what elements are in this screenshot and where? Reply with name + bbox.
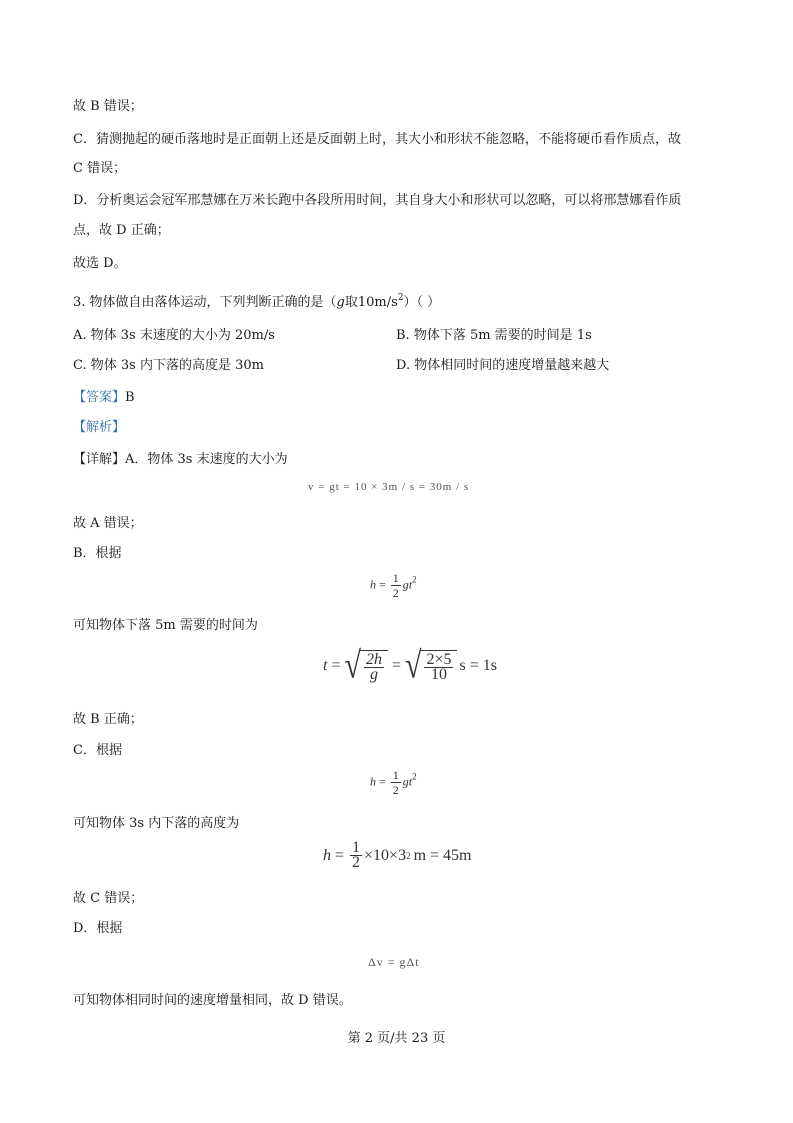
frac-num: 2×5 [426, 651, 452, 668]
eq-exponent: 2 [412, 574, 417, 585]
frac-num: 1 [352, 839, 361, 856]
text-line: 可知物体相同时间的速度增量相同，故 D 错误。 [73, 993, 352, 1008]
analysis-label [73, 420, 125, 436]
equation-velocity: v = gt = 10 × 3m / s = 30m / s [308, 481, 470, 493]
eq-equals: = [379, 577, 386, 592]
frac-den: g [369, 666, 378, 683]
text-line: D．分析奥运会冠军邢慧娜在万米长跑中各段所用时间，其自身大小和形状可以忽略，可以将邢慧娜看作质 [73, 193, 682, 208]
fraction [364, 653, 384, 682]
text-line: 故 C 错误； [73, 891, 144, 906]
equation-height-formula-1 [370, 571, 417, 600]
eq-term: gt [402, 774, 413, 789]
text-line: D．根据 [73, 921, 123, 936]
eq-symbol: h [370, 577, 376, 592]
equation-time [323, 644, 497, 686]
equation-delta-v: Δv = gΔt [368, 955, 420, 969]
option-a: A. 物体 3s 末速度的大小为 20m/s [73, 328, 275, 343]
text-line: 故选 D。 [73, 256, 127, 271]
text-line: C．猜测抛起的硬币落地时是正面朝上还是反面朝上时，其大小和形状不能忽略，不能将硬币看作质点，故 [73, 132, 681, 147]
detail-text: A．物体 3s 末速度的大小为 [125, 452, 288, 467]
fraction [350, 841, 362, 870]
eq-equals: = [379, 774, 386, 789]
text-line: C 错误； [73, 161, 127, 176]
eq-term: ×10×3 [364, 846, 407, 864]
option-d: D. 物体相同时间的速度增量越来越大 [396, 358, 610, 373]
eq-symbol: h [370, 774, 376, 789]
text-line: C．根据 [73, 743, 122, 758]
page-footer: 第 2 页/共 23 页 [347, 1031, 446, 1046]
fraction [391, 571, 401, 600]
stem-suffix: ）（ ） [403, 295, 441, 310]
eq-equals: = [391, 657, 401, 674]
eq-result: m = 45m [413, 846, 472, 864]
g-exp: 2 [397, 293, 404, 303]
eq-symbol: t [323, 657, 328, 674]
text-line: 故 B 正确； [73, 712, 143, 727]
equation-height-formula-2 [370, 768, 417, 797]
text-line: 故 A 错误； [73, 516, 143, 531]
stem-prefix: 3. 物体做自由落体运动，下列判断正确的是（ [73, 295, 337, 310]
detail-label: 【详解】 [73, 452, 126, 467]
equation-height-result [323, 841, 472, 870]
eq-equals: = [335, 846, 345, 864]
frac-num: 1 [392, 571, 399, 585]
frac-den: 2 [352, 854, 361, 871]
text-line: 点，故 D 正确； [73, 223, 170, 238]
sqrt: √ $\frac{2h}{g}$ [344, 650, 387, 682]
analysis-label-text: 【解析】 [73, 420, 126, 435]
option-b: B. 物体下落 5m 需要的时间是 1s [396, 328, 592, 343]
g-take: 取 [344, 295, 358, 310]
frac-den: 2 [392, 586, 399, 600]
option-c: C. 物体 3s 内下落的高度是 30m [73, 358, 264, 373]
eq-term: gt [402, 577, 413, 592]
g-var: g [336, 295, 345, 310]
eq-equals: = [331, 657, 341, 674]
eq-exponent: 2 [412, 771, 417, 782]
fraction [391, 768, 401, 797]
frac-num: 2h [365, 651, 382, 668]
fraction [424, 653, 453, 682]
text-line: 可知物体 3s 内下落的高度为 [73, 816, 240, 831]
eq-exponent: 2 [406, 850, 411, 861]
text-line: B．根据 [73, 546, 122, 561]
frac-num: 1 [392, 768, 399, 782]
question-stem [73, 290, 440, 311]
frac-den: 10 [430, 666, 447, 683]
eq-result: s = 1s [459, 657, 497, 674]
answer-line [73, 390, 135, 406]
g-value: 10m/s [357, 295, 398, 310]
sqrt: √ $\frac{2\times 5}{10}$ [405, 650, 458, 682]
text-line: 可知物体下落 5m 需要的时间为 [73, 618, 258, 633]
text-line: 故 B 错误； [73, 99, 143, 114]
answer-label: 【答案】 [73, 390, 126, 405]
frac-den: 2 [392, 783, 399, 797]
detail-line [73, 452, 288, 468]
eq-symbol: h [323, 846, 331, 864]
answer-value: B [125, 390, 135, 405]
